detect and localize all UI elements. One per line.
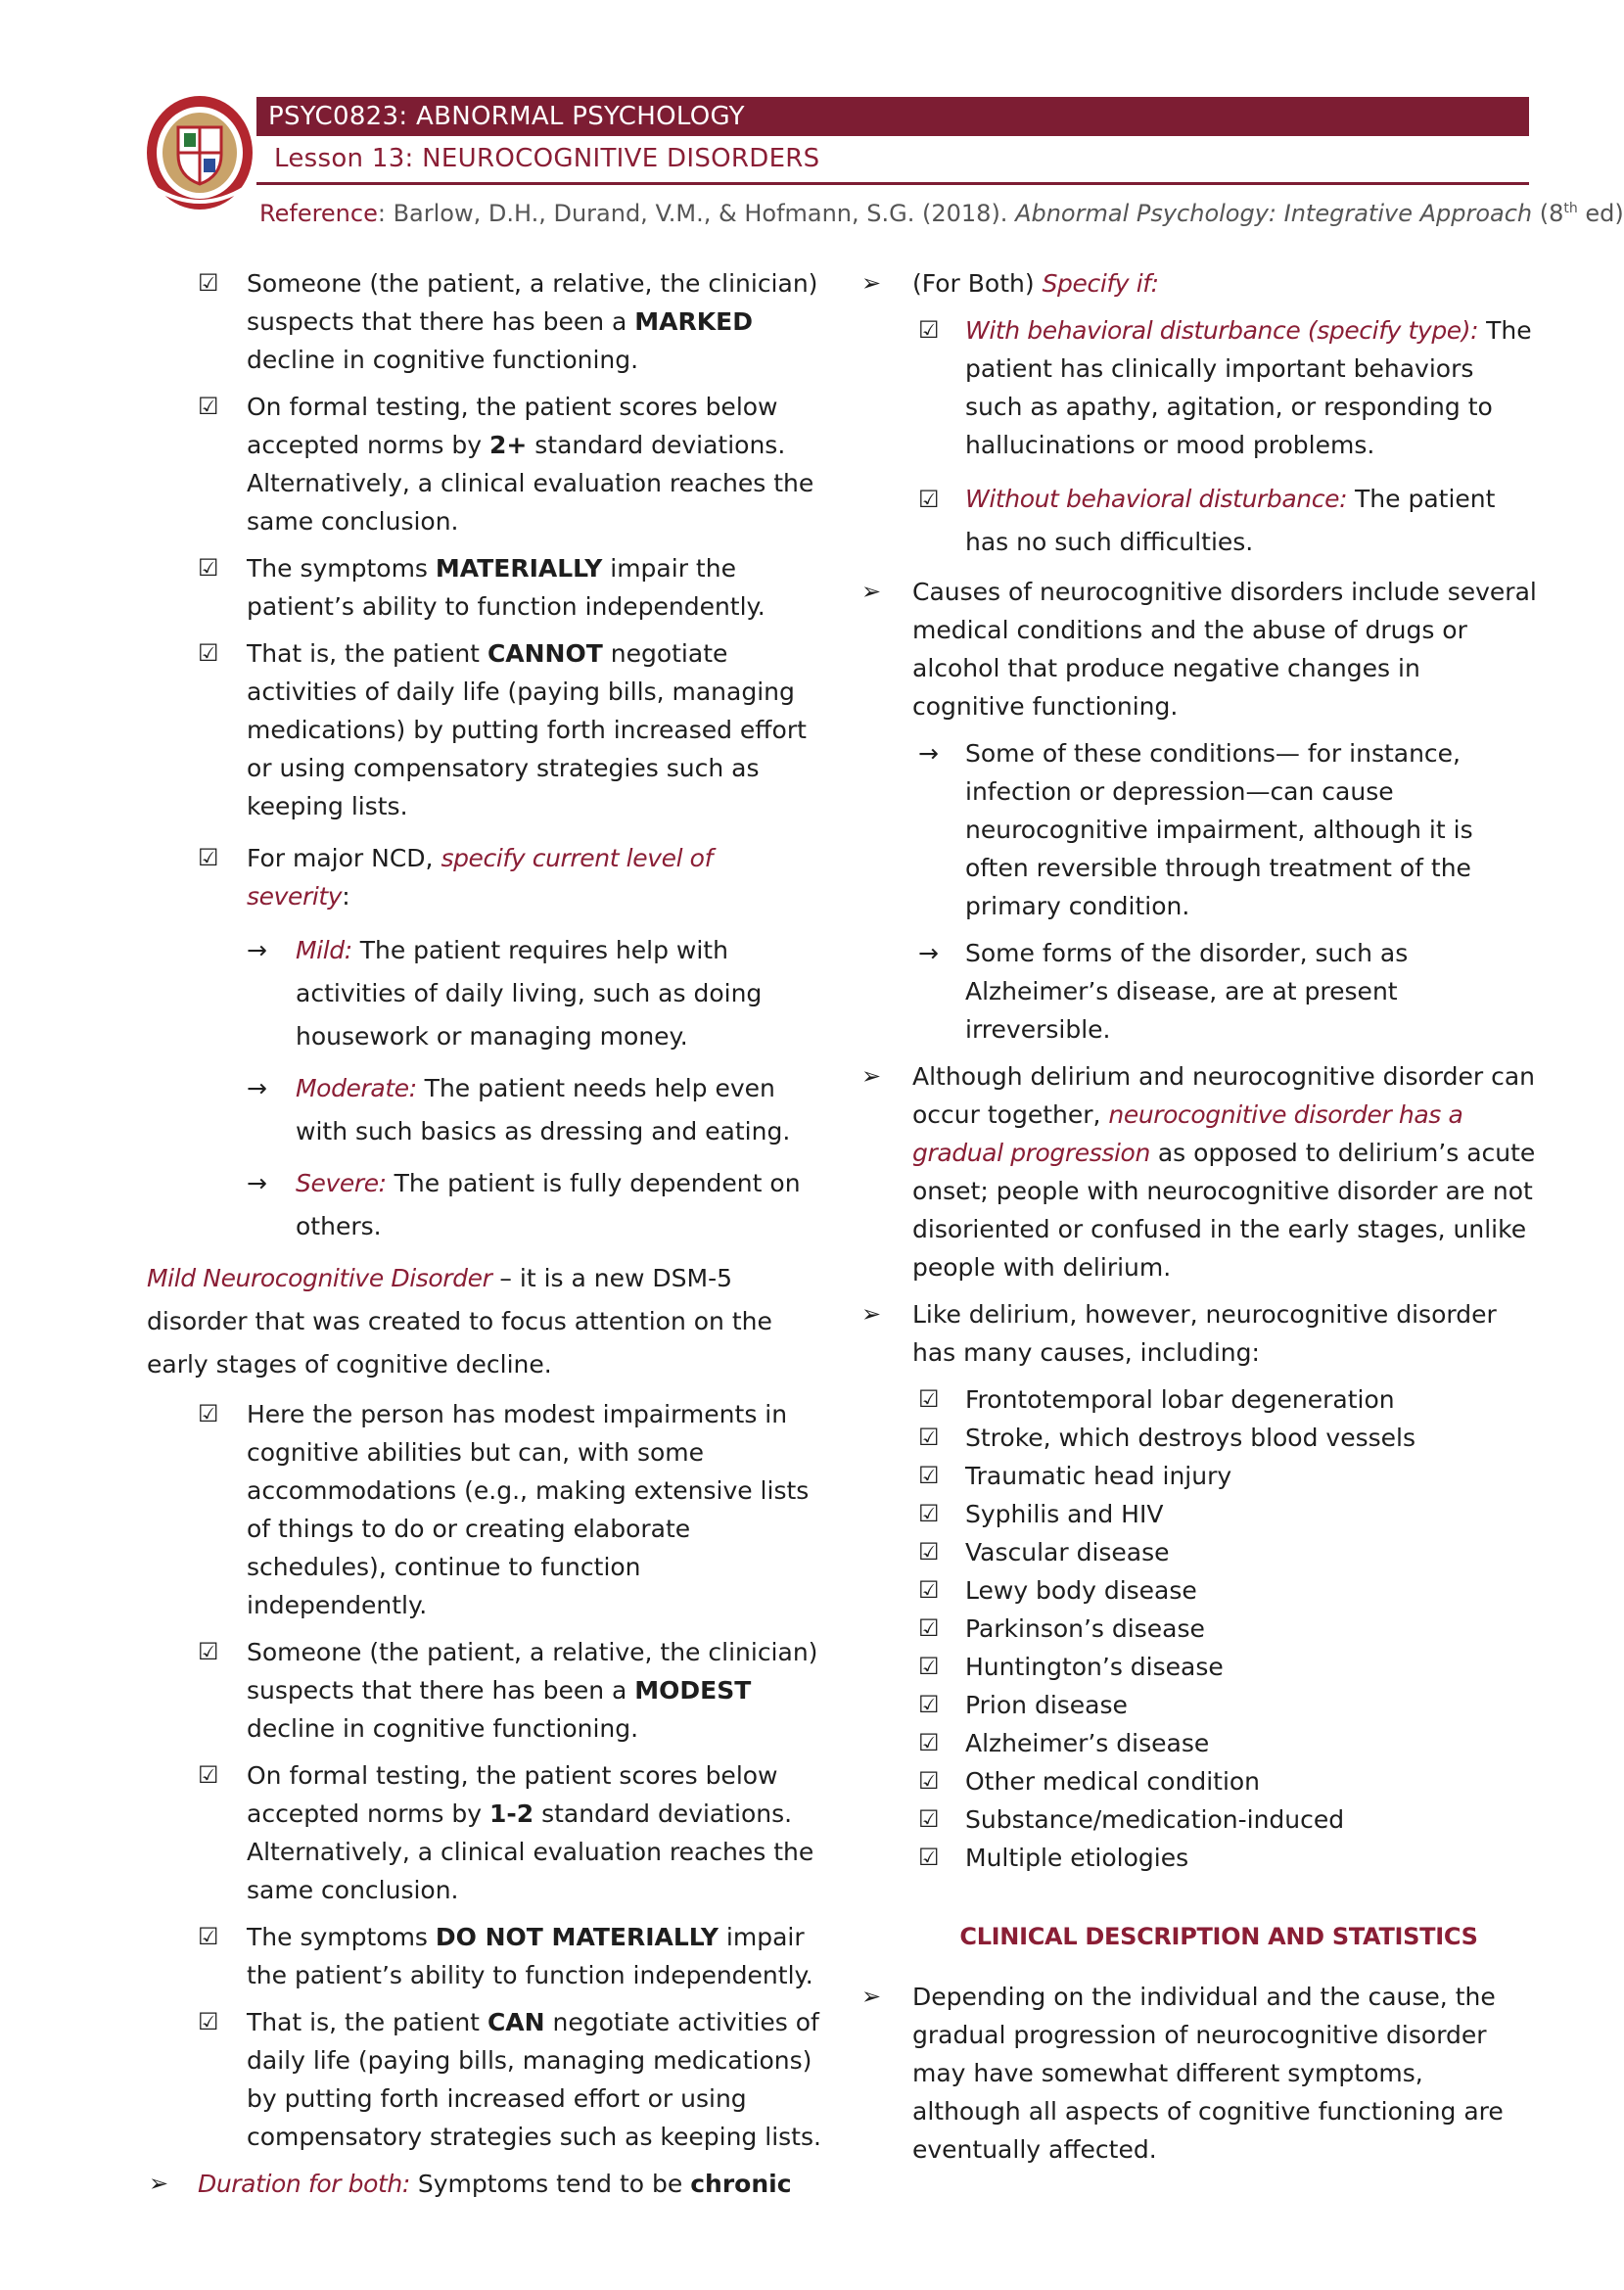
list-item: ☑ Parkinson’s disease — [861, 1610, 1537, 1648]
delirium-bullet: ➢ Although delirium and neurocognitive disorder can occur together, neurocognitive disorder has a gradual progression as opposed to delirium’s acute onset; people with neurocognitive disorder are not disoriented or confused in the early stages, unlike people with delirium. — [861, 1057, 1537, 1286]
right-column — [861, 264, 1537, 2169]
list-item: ☑ Traumatic head injury — [861, 1457, 1537, 1495]
list-item: ☑ Vascular disease — [861, 1533, 1537, 1571]
criterion-marked-decline: ☑ Someone (the patient, a relative, the clinician) suspects that there has been a MARKED decline in cognitive functioning. — [147, 264, 822, 379]
lesson-title: Lesson 13: NEUROCOGNITIVE DISORDERS — [274, 144, 820, 173]
reference-edition-sup: th — [1563, 201, 1578, 216]
list-item: ☑ Other medical condition — [861, 1762, 1537, 1800]
duration-bullet: ➢ Duration for both: Symptoms tend to be chronic — [147, 2165, 822, 2203]
mild-criterion-can: ☑ That is, the patient CAN negotiate activities of daily life (paying bills, managing medications) by putting forth increased effort or using compensatory strategies such as keeping lists. — [147, 2003, 822, 2156]
irreversible-note: → Some forms of the disorder, such as Alzheimer’s disease, are at present irreversible. — [861, 934, 1537, 1049]
list-item: ☑ Frontotemporal lobar degeneration — [861, 1380, 1537, 1419]
list-item: ☑ Multiple etiologies — [861, 1839, 1537, 1877]
specifier-with-disturbance: ☑ With behavioral disturbance (specify type): The patient has clinically important behaviors such as apathy, agitation, or responding to hallucinations or mood problems. — [861, 311, 1537, 464]
reference-edition-end: ed) — [1577, 200, 1624, 227]
list-item: ☑ Huntington’s disease — [861, 1648, 1537, 1686]
reference-line — [259, 196, 1624, 231]
causes-list — [861, 1380, 1537, 1877]
many-causes-bullet: ➢ Like delirium, however, neurocognitive disorder has many causes, including: — [861, 1295, 1537, 1372]
specifier-without-disturbance: ☑ Without behavioral disturbance: The patient has no such difficulties. — [861, 478, 1537, 564]
list-item: ☑ Substance/medication-induced — [861, 1800, 1537, 1839]
list-item: ☑ Stroke, which destroys blood vessels — [861, 1419, 1537, 1457]
course-title: PSYC0823: ABNORMAL PSYCHOLOGY — [268, 102, 745, 131]
reference-edition: (8 — [1532, 200, 1564, 227]
mild-criterion-1-2sd: ☑ On formal testing, the patient scores below accepted norms by 1-2 standard deviations. Alternatively, a clinical evaluation reaches the same conclusion. — [147, 1756, 822, 1909]
severity-moderate: → Moderate: The patient needs help even with such basics as dressing and eating. — [147, 1067, 822, 1153]
reference-authors: : Barlow, D.H., Durand, V.M., & Hofmann, S.G. (2018). — [377, 200, 1016, 227]
section-heading: CLINICAL DESCRIPTION AND STATISTICS — [959, 1923, 1478, 1950]
severity-severe: → Severe: The patient is fully dependent on others. — [147, 1162, 822, 1248]
list-item: ☑ Prion disease — [861, 1686, 1537, 1724]
reversible-note: → Some of these conditions— for instance, infection or depression—can cause neurocognitive impairment, although it is often reversible through treatment of the primary condition. — [861, 734, 1537, 925]
criterion-2sd: ☑ On formal testing, the patient scores below accepted norms by 2+ standard deviations. Alternatively, a clinical evaluation reaches the same conclusion. — [147, 388, 822, 540]
list-item: ☑ Lewy body disease — [861, 1571, 1537, 1610]
header-rule — [256, 182, 1529, 185]
mild-criterion-not-materially: ☑ The symptoms DO NOT MATERIALLY impair the patient’s ability to function independently. — [147, 1918, 822, 1994]
university-seal-logo — [145, 94, 255, 211]
causes-bullet: ➢ Causes of neurocognitive disorders include several medical conditions and the abuse of drugs or alcohol that produce negative changes in cognitive functioning. — [861, 573, 1537, 725]
left-column — [147, 264, 822, 2203]
mild-criterion-modest-impairment: ☑ Here the person has modest impairments in cognitive abilities but can, with some accommodations (e.g., making extensive lists of things to do or creating elaborate schedules), continue to function independently. — [147, 1395, 822, 1624]
reference-book-title: Abnormal Psychology: Integrative Approach — [1015, 200, 1533, 227]
severity-mild: → Mild: The patient requires help with activities of daily living, such as doing housework or managing money. — [147, 929, 822, 1058]
specify-bullet: ➢ (For Both) Specify if: — [861, 264, 1537, 303]
reference-label: Reference — [259, 200, 378, 227]
mild-criterion-modest-decline: ☑ Someone (the patient, a relative, the clinician) suspects that there has been a MODEST decline in cognitive functioning. — [147, 1633, 822, 1748]
depending-bullet: ➢ Depending on the individual and the cause, the gradual progression of neurocognitive disorder may have somewhat different symptoms, although all aspects of cognitive functioning are eventually affected. — [861, 1978, 1537, 2169]
criterion-materially: ☑ The symptoms MATERIALLY impair the patient’s ability to function independently. — [147, 549, 822, 626]
list-item: ☑ Syphilis and HIV — [861, 1495, 1537, 1533]
criterion-cannot: ☑ That is, the patient CANNOT negotiate activities of daily life (paying bills, managing medications) by putting forth increased effort or using compensatory strategies such as keeping lists. — [147, 634, 822, 825]
mild-ncd-intro: Mild Neurocognitive Disorder – it is a new DSM-5 disorder that was created to focus attention on the early stages of cognitive decline. — [147, 1264, 772, 1379]
criterion-severity: ☑ For major NCD, specify current level of severity: — [147, 839, 822, 915]
list-item: ☑ Alzheimer’s disease — [861, 1724, 1537, 1762]
